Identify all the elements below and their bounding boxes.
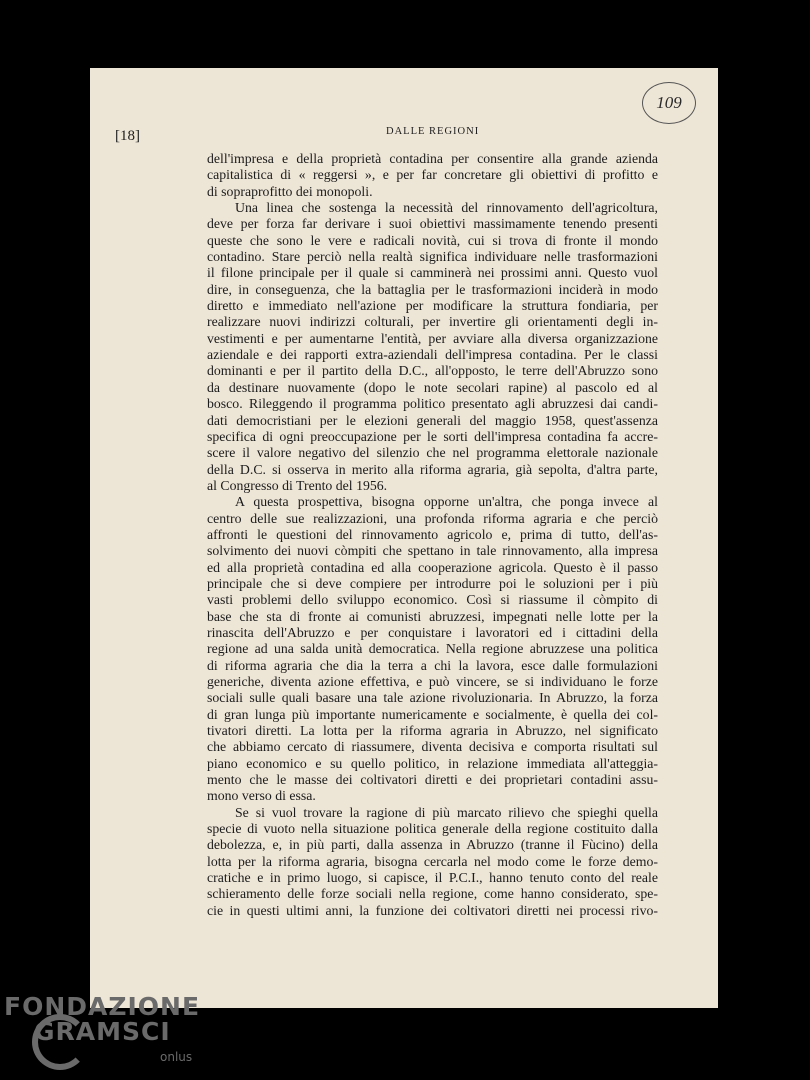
text-line: piano economico e su quello politico, in relazione immediata all'atteggia- [207,755,658,771]
text-line: cratiche e in primo luogo, si capisce, il P.C.I., hanno tenuto conto del reale [207,870,658,886]
text-line: sociali sulle quali basare una tale azione rivoluzionaria. In Abruzzo, la forza [207,690,658,706]
text-line: dire, in conseguenza, che la battaglia per le trasformazioni inciderà in modo [207,281,658,297]
text-line: principale che si deve compiere per introdurre poi le soluzioni per i più [207,575,658,591]
text-line: regione ad una salda unità democratica. Nella regione abruzzese una politica [207,641,658,657]
text-line: al Congresso di Trento del 1956. [207,477,388,493]
running-head: DALLE REGIONI [386,126,480,137]
text-line: cie in questi ultimi anni, la funzione dei coltivatori diretti nei processi rivo- [207,902,658,918]
text-line: centro delle sue realizzazioni, una profonda riforma agraria e che perciò [207,510,658,526]
watermark-logo [4,992,200,1046]
text-line: dominanti e per il partito della D.C., all'opposto, le terre dell'Abruzzo sono [207,363,658,379]
text-line: di sopraprofitto dei monopoli. [207,183,373,199]
text-line: realizzare nuovi indirizzi colturali, per invertire gli orientamenti degli in- [207,314,658,330]
text-line: tivatori diretti. La lotta per la riforma agraria in Abruzzo, nel significato [207,723,658,739]
text-line: contadino. Stare perciò nella realtà significa individuare nelle trasformazioni [207,249,658,265]
text-line: specifica di ogni preoccupazione per le sorti dell'impresa contadina fa accre- [207,428,658,444]
text-line: della D.C. si osserva in merito alla riforma agraria, già sepolta, d'altra parte, [207,461,658,477]
text-line: dati democristiani per le elezioni generali del maggio 1958, quest'assenza [207,412,658,428]
text-line: il filone principale per il quale si camminerà nei prossimi anni. Questo vuol [207,265,658,281]
text-line: base che sta di fronte ai comunisti abruzzesi, impegnati nelle lotte per la [207,608,658,624]
text-line: bosco. Rileggendo il programma politico presentato agli abruzzesi dai candi- [207,396,658,412]
text-line: mento che le masse dei coltivatori diretti e dei proprietari contadini assu- [207,772,658,788]
text-line: affronti le questioni del rinnovamento agricolo e, prima di tutto, dell'as- [207,526,658,542]
text-line: schieramento delle forze sociali nella regione, come hanno considerato, spe- [207,886,658,902]
text-line: rinascita dell'Abruzzo e per conquistare i lavoratori ed i cittadini della [207,624,658,640]
text-line: ed alla proprietà contadina ed alla cooperazione agricola. Questo è il passo [207,559,658,575]
text-line: scere il valore negativo del silenzio che nel programma elettorale nazionale [207,445,658,461]
body-text [207,151,658,919]
text-line: mono verso di essa. [207,788,316,804]
watermark-line1: FONDAZIONE [4,992,201,1021]
text-line: diretto e immediato nell'azione per modificare la struttura fondiaria, per [207,298,658,314]
text-line: di gran lunga più importante numericamente e socialmente, è quella dei col- [207,706,658,722]
archive-stamp: 109 [642,82,696,124]
page-number: [18] [115,128,140,144]
text-line: vasti problemi dello sviluppo economico. Così si riassume il còmpito di [207,592,658,608]
text-line: da destinare nuovamente (dopo le note secolari rapine) al pascolo ed al [207,379,658,395]
text-line: solvimento dei nuovi còmpiti che spettano in tale rinnovamento, alla impresa [207,543,658,559]
text-line: queste che sono le vere e radicali novità, cui si trova di fronte il mondo [207,232,658,248]
text-line: vestimenti e per aumentarne l'entità, per avviare alla diversa organizzazione [207,330,658,346]
text-line: Se si vuol trovare la ragione di più marcato rilievo che spieghi quella [235,804,658,820]
text-line: che abbiamo cercato di riassumere, diventa decisiva e comporta risultati sul [207,739,658,755]
text-line: capitalistica di « reggersi », e per far concretare gli obiettivi di profitto e [207,167,658,183]
text-line: deve per forza far derivare i suoi obiettivi massimamente tenendo presenti [207,216,658,232]
text-line: specie di vuoto nella situazione politica generale della regione costituito dalla [207,821,658,837]
text-line: debolezza, e, in più parti, dalla assenza in Abruzzo (tranne il Fùcino) della [207,837,658,853]
text-line: dell'impresa e della proprietà contadina per consentire alla grande azienda [207,151,658,166]
text-line: generiche, diventa azione effettiva, e può vincere, se si individuano le forze [207,674,658,689]
text-line: Una linea che sostenga la necessità del rinnovamento dell'agricoltura, [235,200,658,216]
text-line: di riforma agraria che dia la terra a chi la lavora, esce dalle formulazioni [207,657,658,673]
watermark-line2: GRAMSCI [34,1017,171,1046]
text-line: A questa prospettiva, bisogna opporne un'altra, che ponga invece al [235,494,658,510]
text-line: aziendale e dei rapporti extra-aziendali dell'impresa contadina. Per le classi [207,347,658,363]
text-line: lotta per la riforma agraria, bisogna cercarla nel modo come le forze demo- [207,853,658,869]
watermark-sub: onlus [160,1050,193,1064]
